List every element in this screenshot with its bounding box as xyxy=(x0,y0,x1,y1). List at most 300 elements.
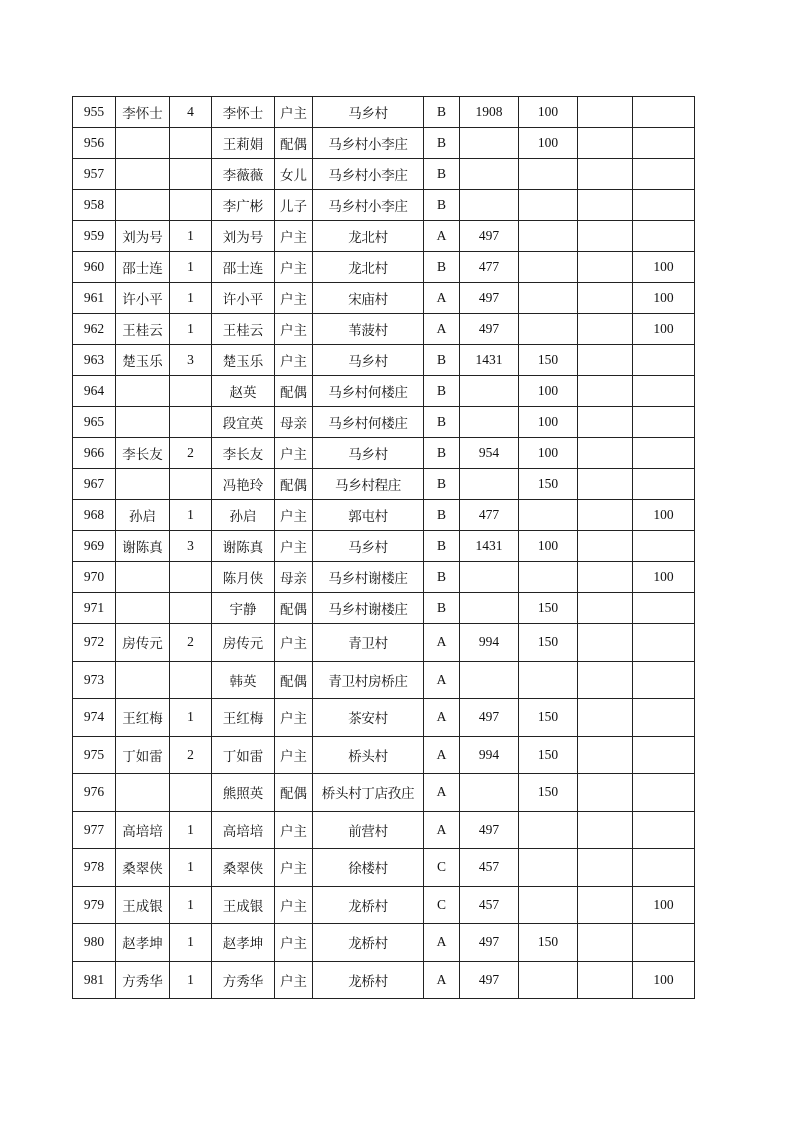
relation-cell: 儿子 xyxy=(275,190,313,221)
member-name-cell: 陈月侠 xyxy=(212,562,275,593)
household-head-cell: 邵士连 xyxy=(116,252,170,283)
category-cell: A xyxy=(424,221,460,252)
household-size-cell: 1 xyxy=(170,699,212,737)
allowance-c-cell xyxy=(633,811,695,849)
relation-cell: 母亲 xyxy=(275,562,313,593)
allowance-a-cell: 100 xyxy=(519,128,578,159)
subsidy-amount-cell: 497 xyxy=(460,924,519,962)
allowance-b-cell xyxy=(578,531,633,562)
member-name-cell: 高培培 xyxy=(212,811,275,849)
household-size-cell xyxy=(170,774,212,812)
member-name-cell: 韩英 xyxy=(212,661,275,699)
address-cell: 马乡村小李庄 xyxy=(313,128,424,159)
relation-cell: 户主 xyxy=(275,438,313,469)
allowance-a-cell: 100 xyxy=(519,97,578,128)
serial-number-cell: 965 xyxy=(73,407,116,438)
household-head-cell xyxy=(116,376,170,407)
allowance-a-cell xyxy=(519,190,578,221)
allowance-a-cell xyxy=(519,159,578,190)
household-head-cell: 谢陈真 xyxy=(116,531,170,562)
serial-number-cell: 974 xyxy=(73,699,116,737)
household-size-cell: 1 xyxy=(170,283,212,314)
household-head-cell: 李怀士 xyxy=(116,97,170,128)
subsidy-amount-cell xyxy=(460,469,519,500)
serial-number-cell: 958 xyxy=(73,190,116,221)
allowance-c-cell xyxy=(633,699,695,737)
table-row xyxy=(73,774,695,812)
household-size-cell xyxy=(170,661,212,699)
member-name-cell: 刘为号 xyxy=(212,221,275,252)
allowance-b-cell xyxy=(578,661,633,699)
serial-number-cell: 978 xyxy=(73,849,116,887)
allowance-b-cell xyxy=(578,736,633,774)
household-size-cell xyxy=(170,159,212,190)
address-cell: 马乡村 xyxy=(313,345,424,376)
allowance-a-cell: 100 xyxy=(519,376,578,407)
table-row xyxy=(73,500,695,531)
allowance-a-cell xyxy=(519,811,578,849)
subsidy-amount-cell: 477 xyxy=(460,500,519,531)
category-cell: B xyxy=(424,376,460,407)
allowance-c-cell: 100 xyxy=(633,562,695,593)
table-row xyxy=(73,593,695,624)
allowance-a-cell: 150 xyxy=(519,736,578,774)
table-row xyxy=(73,924,695,962)
allowance-a-cell: 150 xyxy=(519,469,578,500)
allowance-b-cell xyxy=(578,562,633,593)
category-cell: B xyxy=(424,97,460,128)
allowance-c-cell xyxy=(633,624,695,662)
address-cell: 前营村 xyxy=(313,811,424,849)
table-row xyxy=(73,407,695,438)
household-head-cell: 孙启 xyxy=(116,500,170,531)
household-size-cell: 1 xyxy=(170,961,212,999)
category-cell: A xyxy=(424,736,460,774)
subsidy-amount-cell: 994 xyxy=(460,624,519,662)
household-size-cell xyxy=(170,593,212,624)
subsidy-amount-cell: 497 xyxy=(460,811,519,849)
member-name-cell: 赵英 xyxy=(212,376,275,407)
relation-cell: 户主 xyxy=(275,314,313,345)
relation-cell: 户主 xyxy=(275,345,313,376)
relation-cell: 户主 xyxy=(275,849,313,887)
household-head-cell: 赵孝坤 xyxy=(116,924,170,962)
relation-cell: 配偶 xyxy=(275,128,313,159)
household-head-cell: 许小平 xyxy=(116,283,170,314)
member-name-cell: 熊照英 xyxy=(212,774,275,812)
allowance-b-cell xyxy=(578,849,633,887)
category-cell: B xyxy=(424,345,460,376)
subsidy-amount-cell: 457 xyxy=(460,886,519,924)
allowance-c-cell xyxy=(633,438,695,469)
household-head-cell xyxy=(116,159,170,190)
allowance-b-cell xyxy=(578,159,633,190)
address-cell: 龙北村 xyxy=(313,221,424,252)
table-row xyxy=(73,221,695,252)
household-size-cell: 1 xyxy=(170,314,212,345)
table-row xyxy=(73,849,695,887)
member-name-cell: 段宜英 xyxy=(212,407,275,438)
table-row xyxy=(73,438,695,469)
address-cell: 龙桥村 xyxy=(313,961,424,999)
allowance-b-cell xyxy=(578,774,633,812)
subsidy-amount-cell: 1431 xyxy=(460,531,519,562)
serial-number-cell: 959 xyxy=(73,221,116,252)
member-name-cell: 楚玉乐 xyxy=(212,345,275,376)
address-cell: 青卫村 xyxy=(313,624,424,662)
address-cell: 马乡村何楼庄 xyxy=(313,376,424,407)
allowance-c-cell xyxy=(633,849,695,887)
subsidy-amount-cell xyxy=(460,159,519,190)
subsidy-amount-cell xyxy=(460,774,519,812)
subsidy-amount-cell xyxy=(460,376,519,407)
member-name-cell: 李长友 xyxy=(212,438,275,469)
household-size-cell xyxy=(170,128,212,159)
household-size-cell: 2 xyxy=(170,736,212,774)
allowance-a-cell: 150 xyxy=(519,345,578,376)
allowance-a-cell: 100 xyxy=(519,438,578,469)
address-cell: 马乡村何楼庄 xyxy=(313,407,424,438)
subsidy-amount-cell: 497 xyxy=(460,699,519,737)
relation-cell: 配偶 xyxy=(275,593,313,624)
subsidy-amount-cell: 497 xyxy=(460,221,519,252)
relation-cell: 户主 xyxy=(275,531,313,562)
category-cell: B xyxy=(424,407,460,438)
household-size-cell: 3 xyxy=(170,345,212,376)
subsidy-amount-cell xyxy=(460,661,519,699)
table-row xyxy=(73,190,695,221)
table-row xyxy=(73,736,695,774)
serial-number-cell: 980 xyxy=(73,924,116,962)
household-size-cell: 2 xyxy=(170,438,212,469)
allowance-b-cell xyxy=(578,128,633,159)
allowance-a-cell: 100 xyxy=(519,531,578,562)
household-head-cell: 刘为号 xyxy=(116,221,170,252)
household-head-cell xyxy=(116,774,170,812)
allowance-b-cell xyxy=(578,376,633,407)
subsidy-amount-cell: 1431 xyxy=(460,345,519,376)
serial-number-cell: 977 xyxy=(73,811,116,849)
address-cell: 马乡村谢楼庄 xyxy=(313,593,424,624)
household-head-cell: 王桂云 xyxy=(116,314,170,345)
allowance-c-cell: 100 xyxy=(633,314,695,345)
household-head-cell xyxy=(116,407,170,438)
category-cell: B xyxy=(424,531,460,562)
household-size-cell: 1 xyxy=(170,221,212,252)
allowance-c-cell xyxy=(633,531,695,562)
household-size-cell: 1 xyxy=(170,886,212,924)
category-cell: B xyxy=(424,438,460,469)
table-row xyxy=(73,811,695,849)
relation-cell: 女儿 xyxy=(275,159,313,190)
serial-number-cell: 964 xyxy=(73,376,116,407)
household-head-cell: 王红梅 xyxy=(116,699,170,737)
address-cell: 青卫村房桥庄 xyxy=(313,661,424,699)
allowance-b-cell xyxy=(578,283,633,314)
household-head-cell: 丁如雷 xyxy=(116,736,170,774)
relation-cell: 配偶 xyxy=(275,661,313,699)
allowance-a-cell xyxy=(519,221,578,252)
household-roster-table xyxy=(72,96,695,999)
table-row xyxy=(73,314,695,345)
allowance-c-cell xyxy=(633,97,695,128)
household-size-cell xyxy=(170,469,212,500)
household-size-cell: 1 xyxy=(170,849,212,887)
address-cell: 马乡村小李庄 xyxy=(313,190,424,221)
allowance-b-cell xyxy=(578,624,633,662)
subsidy-amount-cell: 994 xyxy=(460,736,519,774)
allowance-a-cell xyxy=(519,886,578,924)
table-row xyxy=(73,345,695,376)
allowance-c-cell xyxy=(633,159,695,190)
household-head-cell xyxy=(116,593,170,624)
relation-cell: 户主 xyxy=(275,221,313,252)
household-size-cell: 3 xyxy=(170,531,212,562)
subsidy-amount-cell: 497 xyxy=(460,961,519,999)
member-name-cell: 丁如雷 xyxy=(212,736,275,774)
member-name-cell: 冯艳玲 xyxy=(212,469,275,500)
serial-number-cell: 966 xyxy=(73,438,116,469)
household-head-cell: 桑翠侠 xyxy=(116,849,170,887)
relation-cell: 户主 xyxy=(275,961,313,999)
allowance-c-cell: 100 xyxy=(633,886,695,924)
category-cell: A xyxy=(424,774,460,812)
category-cell: A xyxy=(424,283,460,314)
allowance-c-cell xyxy=(633,774,695,812)
table-row xyxy=(73,469,695,500)
relation-cell: 户主 xyxy=(275,624,313,662)
household-head-cell: 高培培 xyxy=(116,811,170,849)
allowance-b-cell xyxy=(578,811,633,849)
table-row xyxy=(73,886,695,924)
category-cell: B xyxy=(424,252,460,283)
allowance-a-cell: 150 xyxy=(519,699,578,737)
member-name-cell: 孙启 xyxy=(212,500,275,531)
relation-cell: 户主 xyxy=(275,699,313,737)
allowance-c-cell xyxy=(633,190,695,221)
household-head-cell: 李长友 xyxy=(116,438,170,469)
address-cell: 桥头村 xyxy=(313,736,424,774)
allowance-b-cell xyxy=(578,97,633,128)
category-cell: B xyxy=(424,500,460,531)
address-cell: 徐楼村 xyxy=(313,849,424,887)
household-head-cell: 楚玉乐 xyxy=(116,345,170,376)
subsidy-amount-cell xyxy=(460,128,519,159)
relation-cell: 户主 xyxy=(275,500,313,531)
table-row xyxy=(73,283,695,314)
table-row xyxy=(73,624,695,662)
household-head-cell xyxy=(116,190,170,221)
serial-number-cell: 961 xyxy=(73,283,116,314)
relation-cell: 户主 xyxy=(275,283,313,314)
subsidy-amount-cell: 954 xyxy=(460,438,519,469)
member-name-cell: 李怀士 xyxy=(212,97,275,128)
allowance-a-cell xyxy=(519,500,578,531)
table-row xyxy=(73,531,695,562)
allowance-b-cell xyxy=(578,699,633,737)
category-cell: B xyxy=(424,159,460,190)
allowance-b-cell xyxy=(578,190,633,221)
category-cell: B xyxy=(424,562,460,593)
category-cell: C xyxy=(424,886,460,924)
household-size-cell xyxy=(170,190,212,221)
allowance-c-cell xyxy=(633,221,695,252)
serial-number-cell: 956 xyxy=(73,128,116,159)
allowance-a-cell xyxy=(519,849,578,887)
table-row xyxy=(73,562,695,593)
serial-number-cell: 969 xyxy=(73,531,116,562)
member-name-cell: 方秀华 xyxy=(212,961,275,999)
table-row xyxy=(73,661,695,699)
household-size-cell: 1 xyxy=(170,500,212,531)
member-name-cell: 李薇薇 xyxy=(212,159,275,190)
allowance-b-cell xyxy=(578,221,633,252)
member-name-cell: 王莉娟 xyxy=(212,128,275,159)
address-cell: 龙北村 xyxy=(313,252,424,283)
member-name-cell: 邵士连 xyxy=(212,252,275,283)
address-cell: 郭屯村 xyxy=(313,500,424,531)
member-name-cell: 房传元 xyxy=(212,624,275,662)
serial-number-cell: 979 xyxy=(73,886,116,924)
address-cell: 苇菠村 xyxy=(313,314,424,345)
serial-number-cell: 960 xyxy=(73,252,116,283)
subsidy-amount-cell xyxy=(460,407,519,438)
allowance-c-cell xyxy=(633,736,695,774)
category-cell: B xyxy=(424,593,460,624)
relation-cell: 母亲 xyxy=(275,407,313,438)
household-head-cell: 方秀华 xyxy=(116,961,170,999)
serial-number-cell: 973 xyxy=(73,661,116,699)
allowance-c-cell xyxy=(633,407,695,438)
allowance-b-cell xyxy=(578,961,633,999)
category-cell: B xyxy=(424,190,460,221)
allowance-c-cell: 100 xyxy=(633,252,695,283)
household-size-cell: 4 xyxy=(170,97,212,128)
household-size-cell: 1 xyxy=(170,252,212,283)
allowance-a-cell xyxy=(519,283,578,314)
relation-cell: 配偶 xyxy=(275,376,313,407)
subsidy-amount-cell: 477 xyxy=(460,252,519,283)
address-cell: 桥头村丁店孜庄 xyxy=(313,774,424,812)
category-cell: B xyxy=(424,128,460,159)
serial-number-cell: 955 xyxy=(73,97,116,128)
allowance-c-cell xyxy=(633,924,695,962)
subsidy-amount-cell: 497 xyxy=(460,283,519,314)
relation-cell: 配偶 xyxy=(275,469,313,500)
allowance-b-cell xyxy=(578,924,633,962)
address-cell: 马乡村谢楼庄 xyxy=(313,562,424,593)
allowance-c-cell: 100 xyxy=(633,283,695,314)
member-name-cell: 赵孝坤 xyxy=(212,924,275,962)
category-cell: A xyxy=(424,624,460,662)
address-cell: 茶安村 xyxy=(313,699,424,737)
address-cell: 马乡村 xyxy=(313,97,424,128)
member-name-cell: 王成银 xyxy=(212,886,275,924)
allowance-b-cell xyxy=(578,407,633,438)
member-name-cell: 桑翠侠 xyxy=(212,849,275,887)
allowance-b-cell xyxy=(578,252,633,283)
address-cell: 马乡村小李庄 xyxy=(313,159,424,190)
allowance-a-cell xyxy=(519,314,578,345)
subsidy-amount-cell: 457 xyxy=(460,849,519,887)
serial-number-cell: 962 xyxy=(73,314,116,345)
relation-cell: 户主 xyxy=(275,736,313,774)
allowance-c-cell xyxy=(633,376,695,407)
roster-sheet xyxy=(72,96,695,999)
table-row xyxy=(73,159,695,190)
allowance-b-cell xyxy=(578,469,633,500)
allowance-a-cell: 150 xyxy=(519,593,578,624)
address-cell: 龙桥村 xyxy=(313,886,424,924)
allowance-a-cell: 150 xyxy=(519,624,578,662)
allowance-c-cell xyxy=(633,128,695,159)
relation-cell: 配偶 xyxy=(275,774,313,812)
serial-number-cell: 957 xyxy=(73,159,116,190)
category-cell: A xyxy=(424,661,460,699)
category-cell: A xyxy=(424,924,460,962)
category-cell: A xyxy=(424,314,460,345)
member-name-cell: 王桂云 xyxy=(212,314,275,345)
allowance-c-cell xyxy=(633,661,695,699)
member-name-cell: 李广彬 xyxy=(212,190,275,221)
household-head-cell xyxy=(116,128,170,159)
serial-number-cell: 975 xyxy=(73,736,116,774)
category-cell: C xyxy=(424,849,460,887)
allowance-a-cell xyxy=(519,252,578,283)
serial-number-cell: 968 xyxy=(73,500,116,531)
household-head-cell: 房传元 xyxy=(116,624,170,662)
relation-cell: 户主 xyxy=(275,97,313,128)
allowance-c-cell: 100 xyxy=(633,500,695,531)
subsidy-amount-cell xyxy=(460,593,519,624)
serial-number-cell: 963 xyxy=(73,345,116,376)
household-head-cell xyxy=(116,469,170,500)
allowance-b-cell xyxy=(578,500,633,531)
subsidy-amount-cell xyxy=(460,562,519,593)
relation-cell: 户主 xyxy=(275,252,313,283)
serial-number-cell: 972 xyxy=(73,624,116,662)
address-cell: 宋庙村 xyxy=(313,283,424,314)
relation-cell: 户主 xyxy=(275,811,313,849)
allowance-a-cell xyxy=(519,661,578,699)
table-row xyxy=(73,128,695,159)
allowance-a-cell: 100 xyxy=(519,407,578,438)
allowance-b-cell xyxy=(578,438,633,469)
serial-number-cell: 971 xyxy=(73,593,116,624)
subsidy-amount-cell xyxy=(460,190,519,221)
allowance-a-cell xyxy=(519,562,578,593)
roster-body xyxy=(73,97,695,999)
member-name-cell: 王红梅 xyxy=(212,699,275,737)
category-cell: B xyxy=(424,469,460,500)
member-name-cell: 谢陈真 xyxy=(212,531,275,562)
allowance-b-cell xyxy=(578,345,633,376)
category-cell: A xyxy=(424,699,460,737)
household-size-cell xyxy=(170,562,212,593)
household-head-cell xyxy=(116,661,170,699)
table-row xyxy=(73,97,695,128)
category-cell: A xyxy=(424,811,460,849)
allowance-b-cell xyxy=(578,314,633,345)
allowance-b-cell xyxy=(578,593,633,624)
subsidy-amount-cell: 1908 xyxy=(460,97,519,128)
table-row xyxy=(73,252,695,283)
relation-cell: 户主 xyxy=(275,924,313,962)
allowance-c-cell xyxy=(633,345,695,376)
table-row xyxy=(73,961,695,999)
serial-number-cell: 981 xyxy=(73,961,116,999)
serial-number-cell: 967 xyxy=(73,469,116,500)
